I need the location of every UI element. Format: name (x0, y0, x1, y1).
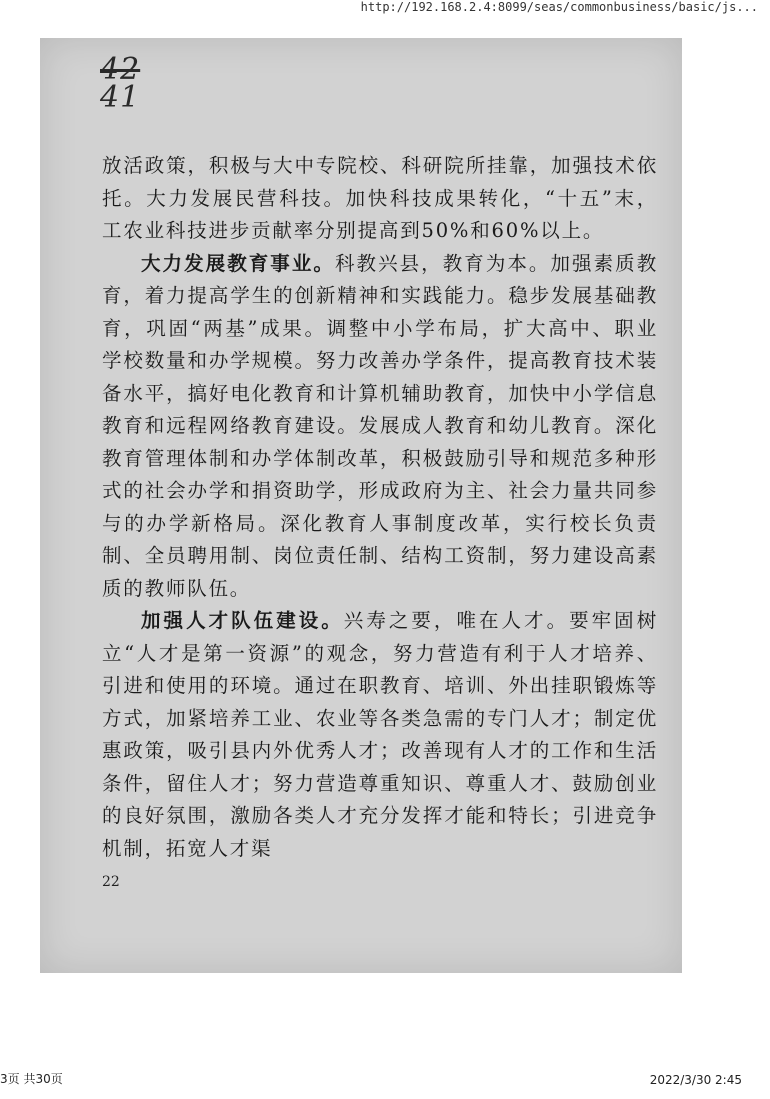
paragraph-text: 放活政策，积极与大中专院校、科研院所挂靠，加强技术依托。大力发展民营科技。加快科技成果转化，“十五”末，工农业科技进步贡献率分别提高到50%和60%以上。 (102, 154, 658, 242)
paragraph-2 (102, 248, 658, 606)
handwritten-mark (100, 52, 141, 115)
handwritten-mark-crossed: 42 (100, 52, 141, 87)
scanned-page (40, 38, 682, 973)
paragraph-lead: 加强人才队伍建设。 (141, 609, 344, 632)
document-body (102, 150, 658, 865)
browser-url: http://192.168.2.4:8099/seas/commonbusiness/basic/js... (360, 0, 758, 14)
paragraph-text: 兴寿之要，唯在人才。要牢固树立“人才是第一资源”的观念，努力营造有利于人才培养、引进和使用的环境。通过在职教育、培训、外出挂职锻炼等方式，加紧培养工业、农业等各类急需的专门人才；制定优惠政策，吸引县内外优秀人才；改善现有人才的工作和生活条件，留住人才；努力营造尊重知识、尊重人才、鼓励创业的良好氛围，激励各类人才充分发挥才能和特长；引进竞争机制，拓宽人才渠 (102, 609, 659, 860)
paragraph-1 (102, 150, 658, 248)
paragraph-3 (102, 605, 658, 865)
page-number: 22 (102, 874, 120, 890)
handwritten-mark-number: 41 (100, 80, 141, 115)
paragraph-text: 科教兴县，教育为本。加强素质教育，着力提高学生的创新精神和实践能力。稳步发展基础教育，巩固“两基”成果。调整中小学布局，扩大高中、职业学校数量和办学规模。努力改善办学条件，提高教育技术装备水平，搞好电化教育和计算机辅助教育，加快中小学信息教育和远程网络教育建设。发展成人教育和幼儿教育。深化教育管理体制和办学体制改革，积极鼓励引导和规范多种形式的社会办学和捐资助学，形成政府为主、社会力量共同参与的办学新格局。深化教育人事制度改革，实行校长负责制、全员聘用制、岗位责任制、结构工资制，努力建设高素质的教师队伍。 (102, 251, 658, 600)
print-timestamp: 2022/3/30 2:45 (649, 1073, 742, 1087)
page-indicator: 3页 共30页 (0, 1072, 63, 1086)
paragraph-lead: 大力发展教育事业。 (141, 251, 335, 275)
